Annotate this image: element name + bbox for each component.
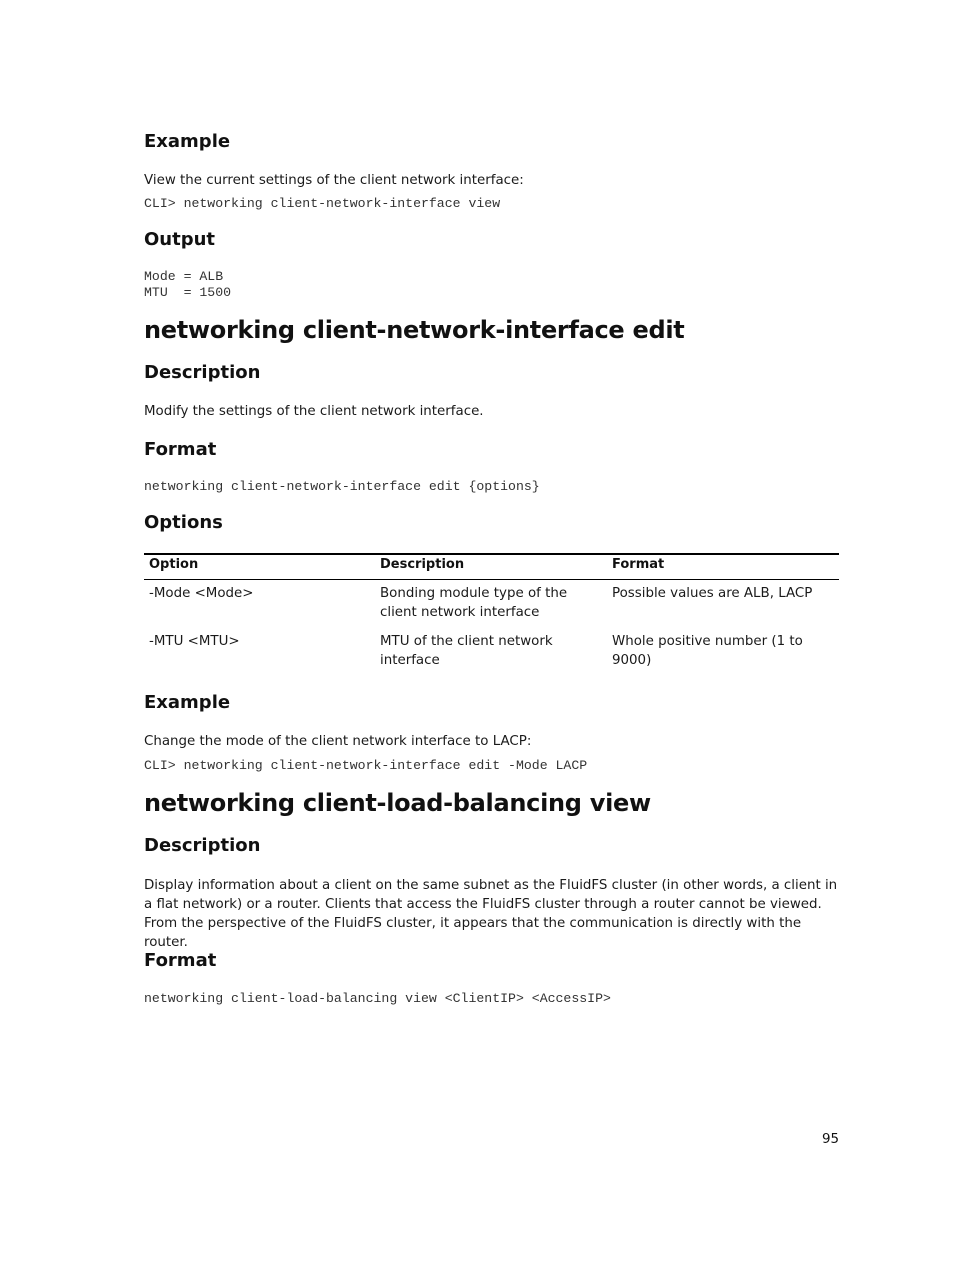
format-code: networking client-network-interface edit {options} bbox=[144, 479, 540, 494]
table-header-rule bbox=[144, 579, 839, 580]
example-code: CLI> networking client-network-interface view bbox=[144, 196, 501, 211]
table-cell-description: Bonding module type of the client network interface bbox=[380, 586, 568, 620]
table-header-option: Option bbox=[149, 557, 199, 572]
output-line: MTU = 1500 bbox=[144, 285, 232, 300]
format-heading: Format bbox=[144, 950, 217, 971]
example-heading: Example bbox=[144, 131, 231, 152]
output-heading: Output bbox=[144, 229, 216, 250]
example-text: Change the mode of the client network interface to LACP: bbox=[144, 734, 532, 749]
table-cell-option: -Mode <Mode> bbox=[149, 586, 254, 601]
table-header-format: Format bbox=[612, 557, 665, 572]
format-heading: Format bbox=[144, 439, 217, 460]
example-code: CLI> networking client-network-interface edit -Mode LACP bbox=[144, 758, 588, 773]
format-code: networking client-load-balancing view <ClientIP> <AccessIP> bbox=[144, 991, 611, 1006]
description-heading: Description bbox=[144, 835, 261, 856]
output-line: Mode = ALB bbox=[144, 269, 224, 284]
table-cell-description: MTU of the client network interface bbox=[380, 634, 553, 668]
table-cell-option: -MTU <MTU> bbox=[149, 634, 240, 649]
example-heading: Example bbox=[144, 692, 231, 713]
description-heading: Description bbox=[144, 362, 261, 383]
table-header-description: Description bbox=[380, 557, 465, 572]
page-number: 95 bbox=[821, 1132, 839, 1147]
description-text: Modify the settings of the client network interface. bbox=[144, 404, 484, 419]
example-text: View the current settings of the client network interface: bbox=[144, 173, 524, 188]
description-text: Display information about a client on the same subnet as the FluidFS cluster (in other words, a client in a flat network) or a router. Clients that access the FluidFS cluster through a router cannot be viewed. From the perspective of the FluidFS cluster, it appears that the communication is directly with the router. bbox=[144, 878, 838, 950]
options-heading: Options bbox=[144, 512, 223, 533]
table-cell-format: Possible values are ALB, LACP bbox=[612, 586, 813, 601]
table-cell-format: Whole positive number (1 to 9000) bbox=[612, 634, 803, 668]
section-title: networking client-network-interface edit bbox=[144, 316, 685, 344]
section-title: networking client-load-balancing view bbox=[144, 789, 651, 817]
table-top-rule bbox=[144, 553, 839, 555]
